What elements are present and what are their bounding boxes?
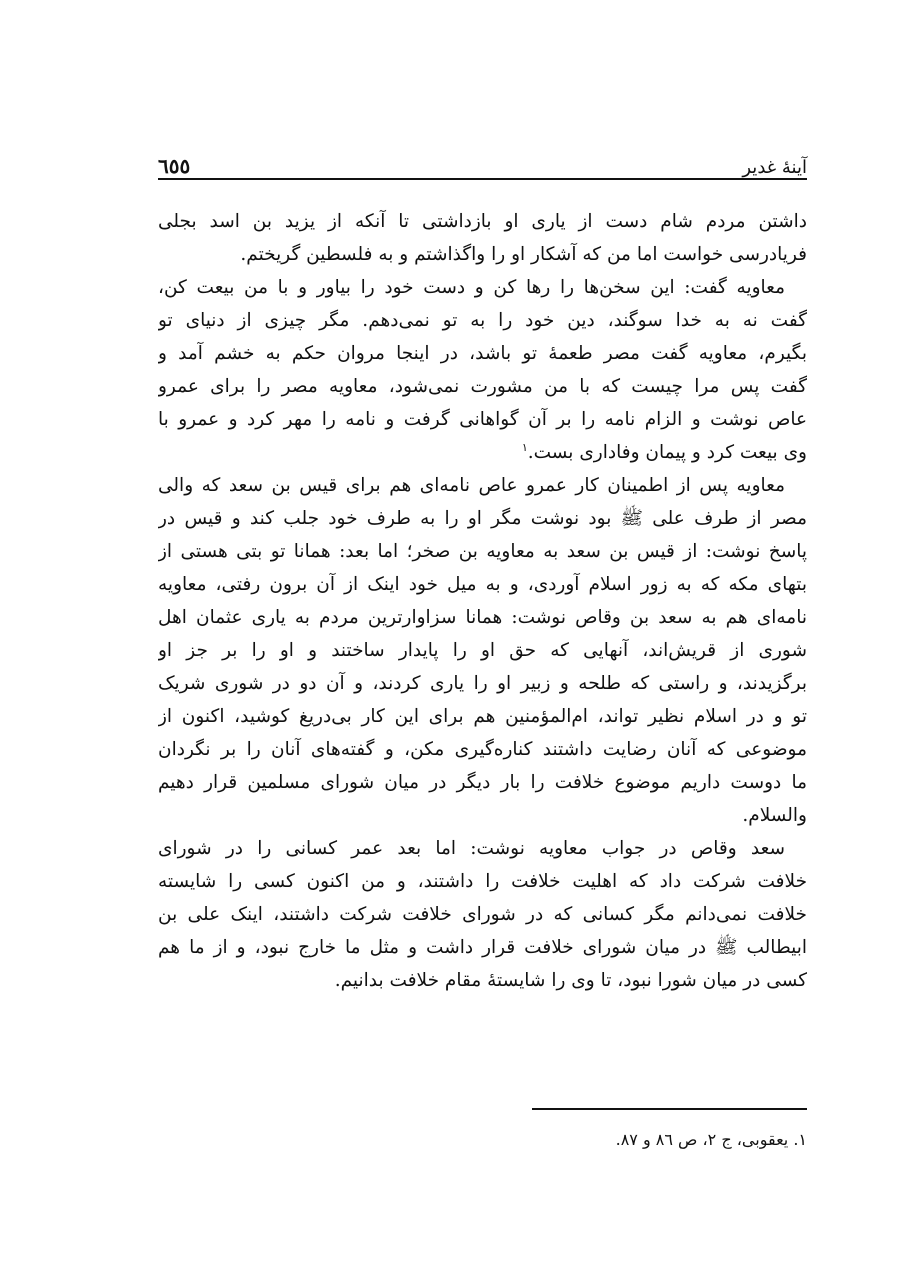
text-line <box>158 733 807 766</box>
text-line <box>158 304 807 337</box>
line-text: گفت نه به خدا سوگند، دین خود را به تو نمی‌دهم. مگر چیزی از دنیای تو <box>158 310 807 331</box>
line-text: معاویه گفت: این سخن‌ها را رها کن و دست خود را بیاور و با من بیعت کن، <box>158 277 785 298</box>
text-line <box>158 898 807 931</box>
footnote-rule <box>532 1108 807 1110</box>
text-line <box>158 931 807 964</box>
text-line <box>158 766 807 799</box>
text-line <box>158 205 807 238</box>
footnote: ١. یعقوبی، ج ٢، ص ٨٦ و ٨٧. <box>615 1130 807 1149</box>
line-text: شوری از قریش‌اند، آنهایی که حق او را پایدار ساختند و او را بر جز او <box>158 640 807 661</box>
line-text: والسلام. <box>742 805 807 826</box>
line-text: نامه‌ای هم به سعد بن وقاص نوشت: همانا سزاوارترین مردم به یاری عثمان اهل <box>158 607 807 628</box>
header-rule <box>158 178 807 180</box>
line-text: وی بیعت کرد و پیمان وفاداری بست. <box>527 442 807 463</box>
text-line <box>158 535 807 568</box>
line-text: داشتن مردم شام دست از یاری او بازداشتی تا آنکه از یزید بن اسد بجلی <box>158 211 807 232</box>
line-text: ابیطالب ﷺ در میان شورای خلافت قرار داشت و مثل ما خارج نبود، و از ما هم <box>158 937 807 958</box>
line-text: مصر از طرف علی ﷺ بود نوشت مگر او را به طرف خود جلب کند و قیس در <box>158 508 807 529</box>
text-line <box>158 271 807 304</box>
text-line <box>158 403 807 436</box>
line-text: معاویه پس از اطمینان کار عمرو عاص نامه‌ای هم برای قیس بن سعد که والی <box>158 475 785 496</box>
line-text: خلافت شرکت داد که اهلیت خلافت را داشتند، و من اکنون کسی را شایسته <box>158 871 807 892</box>
footnote-marker: ١ <box>521 440 528 454</box>
text-line <box>158 436 807 469</box>
text-line <box>158 964 807 997</box>
text-line <box>158 865 807 898</box>
running-title: آینهٔ غدیر <box>742 157 807 178</box>
line-text: گفت پس مرا چیست که با من مشورت نمی‌شود، معاویه مصر را برای عمرو <box>158 376 807 397</box>
line-text: برگزیدند، و راستی که طلحه و زبیر او را یاری کردند، و آن دو در شوری شریک <box>158 673 807 694</box>
text-line <box>158 502 807 535</box>
text-line <box>158 370 807 403</box>
line-text: بتهای مکه که به زور اسلام آوردی، و به میل خود اینک از آن برون رفتی، معاویه <box>158 574 807 595</box>
line-text: ما دوست داریم موضوع خلافت را بار دیگر در میان شورای مسلمین قرار دهیم <box>158 772 807 793</box>
page-number: ٦٥٥ <box>158 154 191 178</box>
text-line <box>158 700 807 733</box>
text-line <box>158 667 807 700</box>
text-line <box>158 799 807 832</box>
line-text: خلافت نمی‌دانم مگر کسانی که در شورای خلافت شرکت داشتند، اینک علی بن <box>158 904 807 925</box>
line-text: تو و در اسلام نظیر تواند، ام‌المؤمنین هم برای این کار بی‌دریغ کوشید، اکنون از <box>158 706 807 727</box>
line-text: موضوعی که آنان رضایت داشتند کناره‌گیری مکن، و گفته‌های آنان را بر نگردان <box>158 739 807 760</box>
line-text: پاسخ نوشت: از قیس بن سعد به معاویه بن صخر؛ اما بعد: همانا تو بتی هستی از <box>158 541 807 562</box>
line-text: عاص نوشت و الزام نامه را بر آن گواهانی گرفت و نامه را مهر کرد و عمرو با <box>158 409 807 430</box>
body-text <box>158 205 807 997</box>
text-line <box>158 337 807 370</box>
page-header <box>158 150 807 178</box>
line-text: کسی در میان شورا نبود، تا وی را شایستهٔ مقام خلافت بدانیم. <box>334 970 807 991</box>
text-line <box>158 568 807 601</box>
line-text: بگیرم، معاویه گفت مصر طعمهٔ تو باشد، در اینجا مروان حکم به خشم آمد و <box>158 343 807 364</box>
text-line <box>158 601 807 634</box>
text-line <box>158 469 807 502</box>
line-text: فریادرسی خواست اما من که آشکار او را واگذاشتم و به فلسطین گریختم. <box>240 244 807 265</box>
line-text: سعد وقاص در جواب معاویه نوشت: اما بعد عمر کسانی را در شورای <box>158 838 785 859</box>
text-line <box>158 832 807 865</box>
text-line <box>158 634 807 667</box>
text-line <box>158 238 807 271</box>
